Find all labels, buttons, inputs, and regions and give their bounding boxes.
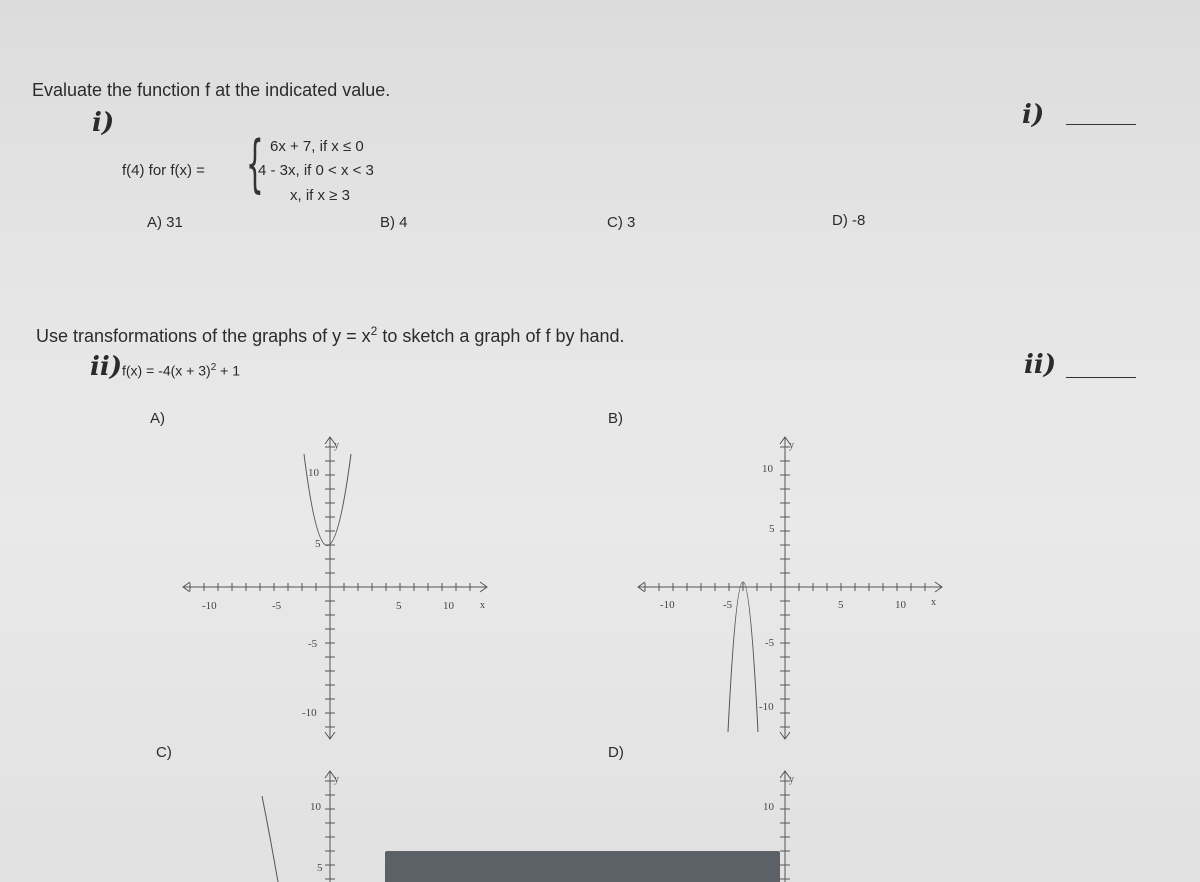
graph-b-ytick-neg10: -10	[759, 701, 774, 713]
q2-answer-mark: ii)	[1024, 350, 1057, 380]
q2-option-a-label[interactable]: A)	[150, 410, 165, 427]
graph-a-y-label: y	[334, 440, 339, 451]
graph-c-ytick-10: 10	[310, 801, 321, 813]
q1-choice-a[interactable]: A) 31	[147, 214, 183, 231]
graph-b-y-label: y	[789, 440, 794, 451]
graph-option-b[interactable]	[625, 432, 955, 752]
graph-a-x-label: x	[480, 600, 485, 611]
q2-instruction-exponent: 2	[370, 324, 378, 338]
graph-b-ytick-5: 5	[769, 523, 775, 535]
graph-a-xtick-10: 10	[443, 600, 454, 612]
q1-piecewise-brace: {	[246, 127, 264, 200]
q1-answer-mark: i)	[1022, 100, 1045, 130]
graph-b-x-label: x	[931, 597, 936, 608]
q1-choice-b[interactable]: B) 4	[380, 214, 408, 231]
q1-function-lhs: f(4) for f(x) =	[122, 162, 205, 179]
graph-option-a[interactable]	[170, 432, 500, 752]
graph-b-curve	[728, 582, 758, 732]
graph-b-ytick-10: 10	[762, 463, 773, 475]
q1-case-2: 4 - 3x, if 0 < x < 3	[258, 162, 374, 179]
graph-b-xtick-neg10: -10	[660, 599, 675, 611]
q1-case-3: x, if x ≥ 3	[290, 187, 350, 204]
q1-case-1: 6x + 7, if x ≤ 0	[270, 138, 364, 155]
q2-instruction	[36, 324, 625, 347]
graph-b-ytick-neg5: -5	[765, 637, 775, 649]
q2-function-post: + 1	[216, 362, 240, 379]
q2-option-c-label[interactable]: C)	[156, 744, 172, 761]
graph-a-xtick-5: 5	[396, 600, 402, 612]
q2-function-pre: f(x) = -4(x + 3)	[122, 362, 211, 379]
graph-c-ytick-5: 5	[317, 862, 323, 874]
q2-instruction-pre: Use transformations of the graphs of y = x	[36, 326, 371, 346]
bottom-bar	[385, 851, 780, 882]
q2-instruction-post: to sketch a graph of f by hand.	[377, 326, 625, 346]
q1-answer-blank[interactable]	[1066, 124, 1136, 125]
graph-a-ytick-neg5: -5	[308, 638, 318, 650]
graph-a-xtick-neg10: -10	[202, 600, 217, 612]
graph-d-y-label: y	[789, 774, 794, 785]
q2-number-mark: ii)	[90, 352, 123, 382]
graph-a-ytick-5: 5	[315, 538, 321, 550]
q2-answer-blank[interactable]	[1066, 377, 1136, 378]
q1-instruction: Evaluate the function f at the indicated value.	[32, 80, 391, 100]
graph-b-xtick-10: 10	[895, 599, 906, 611]
graph-a-ytick-10: 10	[308, 467, 319, 479]
graph-c-curve	[262, 796, 278, 882]
graph-c-y-label: y	[334, 774, 339, 785]
graph-a-ytick-neg10: -10	[302, 707, 317, 719]
graph-a-xtick-neg5: -5	[272, 600, 282, 612]
q1-choice-d[interactable]: D) -8	[832, 212, 866, 229]
graph-d-ytick-10: 10	[763, 801, 774, 813]
q1-number-mark: i)	[92, 108, 115, 138]
graph-b-xtick-neg5: -5	[723, 599, 733, 611]
graph-b-xtick-5: 5	[838, 599, 844, 611]
q2-function	[122, 362, 240, 379]
q2-option-b-label[interactable]: B)	[608, 410, 623, 427]
q2-function-exponent: 2	[210, 362, 217, 373]
q2-option-d-label[interactable]: D)	[608, 744, 624, 761]
q1-choice-c[interactable]: C) 3	[607, 214, 636, 231]
